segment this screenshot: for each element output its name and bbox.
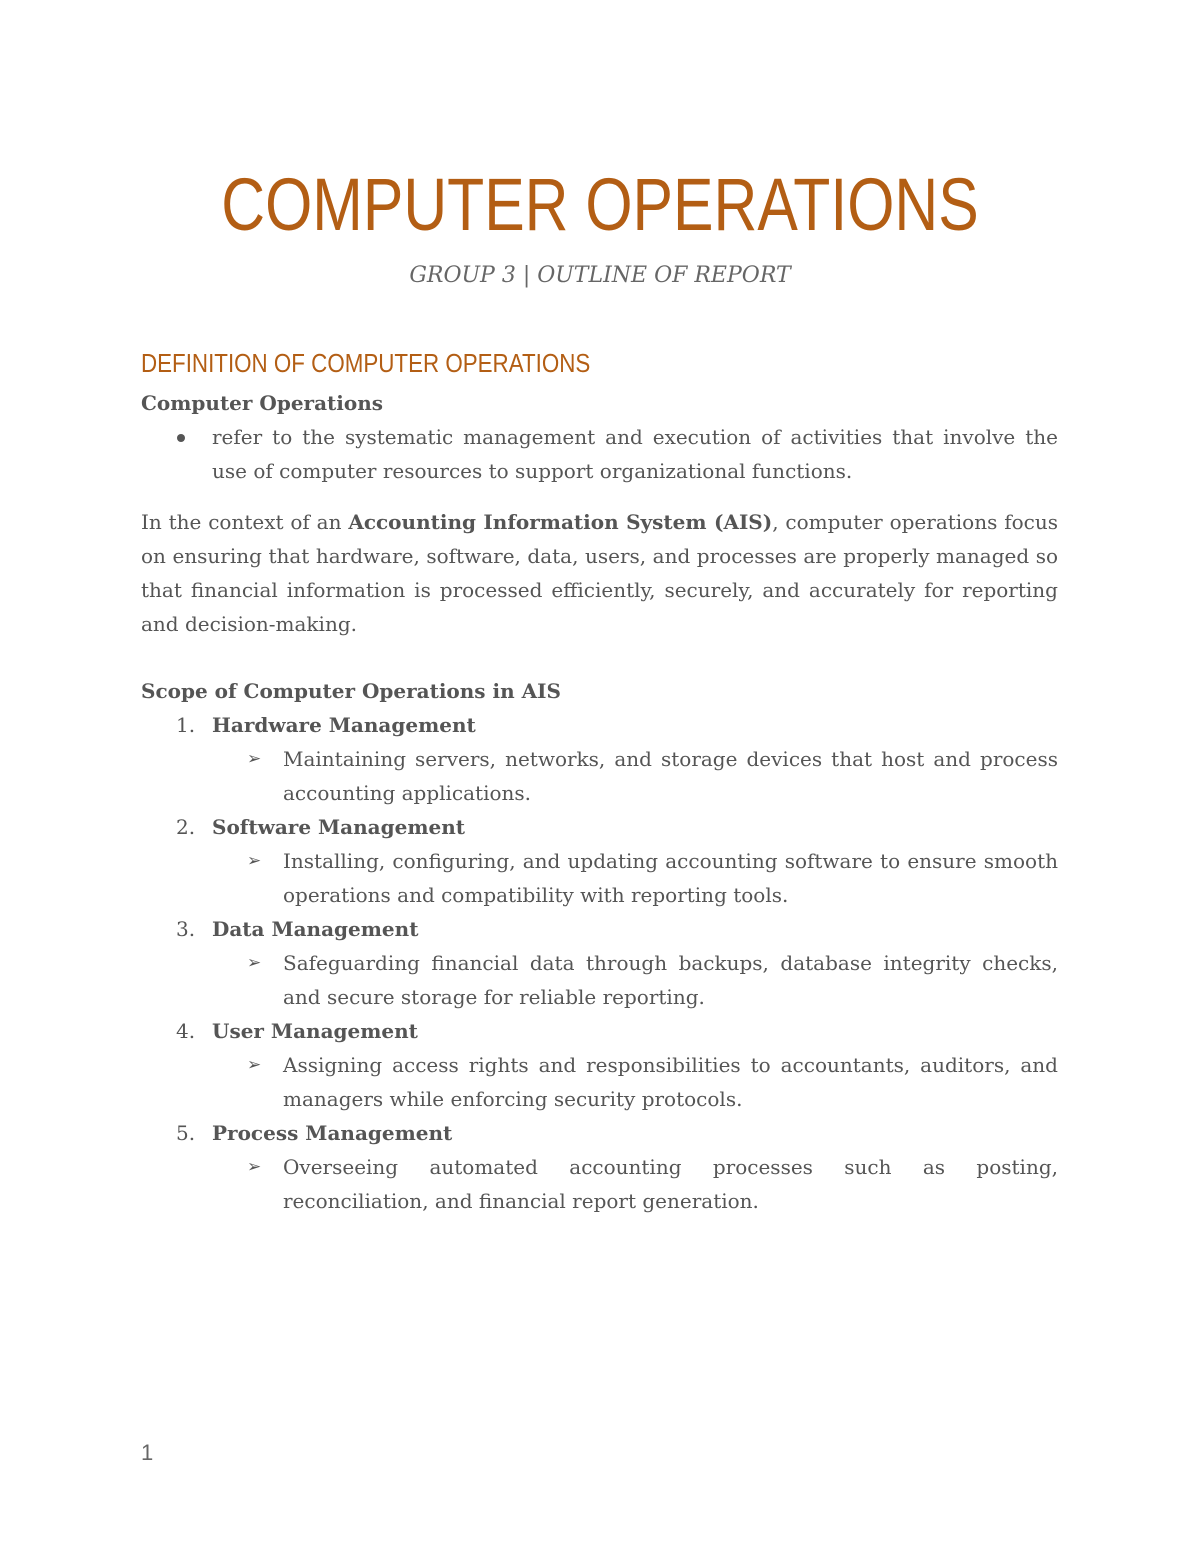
arrow-icon: ➢: [247, 851, 262, 871]
bullet-icon: [141, 420, 212, 488]
document-subtitle: GROUP 3 | OUTLINE OF REPORT: [409, 263, 791, 288]
list-item-detail: [141, 1048, 1058, 1116]
list-item-title: Hardware Management: [212, 713, 476, 737]
list-item-title: Software Management: [212, 815, 465, 839]
list-number: 1.: [176, 713, 196, 737]
arrow-icon: ➢: [247, 749, 262, 769]
document-body: [141, 386, 1058, 1218]
list-item: [141, 1014, 1058, 1048]
definition-bullet: [141, 420, 1058, 488]
term-heading: Computer Operations: [141, 391, 384, 415]
list-item-detail: [141, 742, 1058, 810]
list-item-description: Overseeing automated accounting processes such as posting, reconciliation, and financial report generation.: [283, 1155, 1058, 1213]
list-item-description: Assigning access rights and responsibilities to accountants, auditors, and managers while enforcing security protocols.: [283, 1053, 1058, 1111]
context-text-start: In the context of an: [141, 510, 349, 534]
arrow-icon: ➢: [247, 1055, 262, 1075]
list-item-title: Data Management: [212, 917, 419, 941]
document-title: COMPUTER OPERATIONS: [221, 163, 979, 246]
list-item: [141, 1116, 1058, 1150]
bullet-text: refer to the systematic management and execution of activities that involve the use of computer resources to support organizational functions.: [212, 425, 1058, 483]
list-number: 5.: [176, 1121, 196, 1145]
list-number: 2.: [176, 815, 196, 839]
list-item-title: Process Management: [212, 1121, 453, 1145]
list-item-detail: [141, 946, 1058, 1014]
page-number: 1: [141, 1440, 154, 1465]
arrow-icon: ➢: [247, 953, 262, 973]
list-item-description: Safeguarding financial data through backups, database integrity checks, and secure storage for reliable reporting.: [283, 951, 1058, 1009]
list-item-title: User Management: [212, 1019, 418, 1043]
context-paragraph: [141, 505, 1058, 641]
list-item-detail: [141, 1150, 1058, 1218]
context-text-bold: Accounting Information System (AIS): [348, 510, 773, 534]
arrow-icon: ➢: [247, 1157, 262, 1177]
section-heading-definition: DEFINITION OF COMPUTER OPERATIONS: [141, 348, 591, 378]
scope-list: [141, 708, 1058, 1218]
list-item: [141, 810, 1058, 844]
list-item-description: Maintaining servers, networks, and storage devices that host and process accounting applications.: [283, 747, 1058, 805]
list-number: 4.: [176, 1019, 196, 1043]
scope-heading: Scope of Computer Operations in AIS: [141, 679, 561, 703]
list-item-detail: [141, 844, 1058, 912]
context-text-end: , computer operations focus on ensuring that hardware, software, data, users, and processes are properly managed so that financial information is processed efficiently, securely, and accurately for reporting and decision-making.: [141, 510, 1058, 636]
list-item: [141, 708, 1058, 742]
list-item-description: Installing, configuring, and updating accounting software to ensure smooth operations and compatibility with reporting tools.: [283, 849, 1058, 907]
list-number: 3.: [176, 917, 196, 941]
list-item: [141, 912, 1058, 946]
